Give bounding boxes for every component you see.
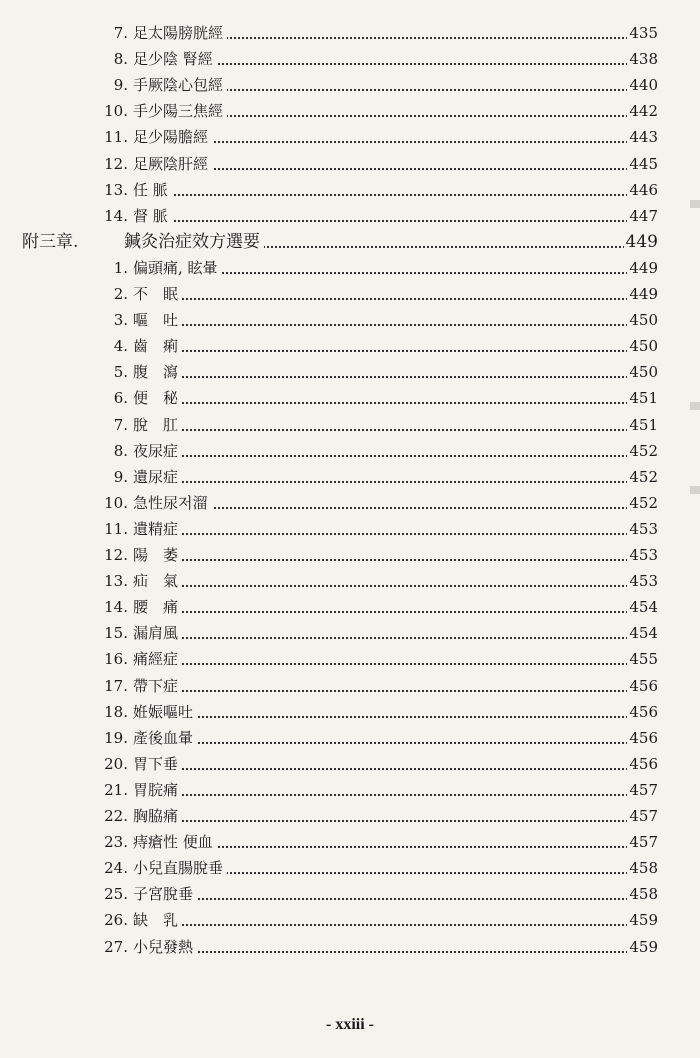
toc-entry-page: 454 — [627, 620, 658, 646]
toc-entry-title: 疝 氣 — [133, 568, 182, 594]
toc-entry-number: 23. — [104, 833, 128, 851]
toc-entry-page: 452 — [627, 490, 658, 516]
dot-leader — [133, 742, 628, 744]
toc-entry-row — [0, 542, 700, 568]
toc-entry-number: 22. — [104, 807, 128, 825]
bleed-through-mark — [690, 486, 700, 494]
toc-entry-title: 產後血暈 — [133, 725, 197, 751]
toc-entry-row — [0, 307, 700, 333]
toc-entry-row — [0, 803, 700, 829]
toc-entry-number: 24. — [104, 859, 128, 877]
toc-entry-row — [0, 255, 700, 281]
toc-entry-row — [0, 98, 700, 124]
toc-entry-title: 偏頭痛, 眩暈 — [133, 255, 222, 281]
toc-entry-row — [0, 673, 700, 699]
toc-entry-row — [0, 281, 700, 307]
toc-entry-row — [0, 412, 700, 438]
toc-entry-number: 10. — [104, 494, 128, 512]
toc-entry-number: 11. — [104, 520, 128, 538]
toc-entry-row — [0, 751, 700, 777]
toc-entry-page: 451 — [627, 385, 658, 411]
toc-entry-page: 449 — [627, 281, 658, 307]
dot-leader — [133, 376, 628, 378]
toc-entry-page: 442 — [627, 98, 658, 124]
toc-entry-page: 449 — [624, 229, 658, 255]
toc-entry-page: 457 — [627, 829, 658, 855]
toc-entry-row — [0, 46, 700, 72]
toc-entry-title: 姙娠嘔吐 — [133, 699, 197, 725]
toc-entry-number: 5. — [113, 363, 128, 381]
dot-leader — [133, 481, 628, 483]
toc-entry-title: 脫 肛 — [133, 412, 182, 438]
toc-entry-page: 443 — [627, 124, 658, 150]
toc-entry-page: 438 — [627, 46, 658, 72]
toc-entry-row — [0, 490, 700, 516]
toc-entry-row — [0, 359, 700, 385]
toc-entry-number: 19. — [104, 729, 128, 747]
toc-entry-page: 453 — [627, 568, 658, 594]
toc-entry-title: 手少陽三焦經 — [133, 98, 227, 124]
toc-entry-number: 18. — [104, 703, 128, 721]
toc-entry-page: 456 — [627, 699, 658, 725]
toc-entry-page: 450 — [627, 359, 658, 385]
toc-entry-row — [0, 464, 700, 490]
toc-entry-title: 子宮脫垂 — [133, 881, 197, 907]
toc-entry-number: 12. — [104, 155, 128, 173]
dot-leader — [133, 298, 628, 300]
toc-entry-number: 3. — [113, 311, 128, 329]
toc-entry-number: 20. — [104, 755, 128, 773]
toc-entry-page: 456 — [627, 751, 658, 777]
toc-entry-number: 7. — [113, 416, 128, 434]
toc-entry-row — [0, 151, 700, 177]
toc-entry-page: 458 — [627, 855, 658, 881]
bleed-through-mark — [690, 200, 700, 208]
dot-leader — [133, 533, 628, 535]
toc-entry-page: 453 — [627, 542, 658, 568]
toc-entry-page: 450 — [627, 307, 658, 333]
toc-entry-title: 足太陽膀胱經 — [133, 20, 227, 46]
toc-entry-title: 督 脈 — [133, 203, 172, 229]
toc-entry-page: 452 — [627, 464, 658, 490]
toc-entry-title: 任 脈 — [133, 177, 172, 203]
toc-entry-title: 便 秘 — [133, 385, 182, 411]
toc-entry-title: 不 眠 — [133, 281, 182, 307]
toc-entry-title: 齒 痢 — [133, 333, 182, 359]
toc-entry-row — [0, 855, 700, 881]
toc-entry-page: 445 — [627, 151, 658, 177]
toc-entry-title: 足厥陰肝經 — [133, 151, 212, 177]
toc-entry-title: 腹 瀉 — [133, 359, 182, 385]
toc-entry-row — [0, 646, 700, 672]
dot-leader — [133, 455, 628, 457]
toc-entry-row — [0, 934, 700, 960]
toc-entry-page: 446 — [627, 177, 658, 203]
dot-leader — [133, 794, 628, 796]
toc-entry-page: 454 — [627, 594, 658, 620]
toc-entry-row — [0, 20, 700, 46]
dot-leader — [133, 324, 628, 326]
toc-entry-page: 450 — [627, 333, 658, 359]
toc-entry-number: 15. — [104, 624, 128, 642]
toc-entry-number: 9. — [113, 468, 128, 486]
dot-leader — [133, 350, 628, 352]
toc-entry-number: 14. — [104, 598, 128, 616]
toc-entry-number: 13. — [104, 181, 128, 199]
toc-entry-title: 小兒發熱 — [133, 934, 197, 960]
toc-entry-number: 11. — [104, 128, 128, 146]
toc-entry-title: 漏肩風 — [133, 620, 182, 646]
toc-entry-title: 遺尿症 — [133, 464, 182, 490]
toc-entry-title: 足少陰 腎經 — [133, 46, 217, 72]
toc-entry-row — [0, 72, 700, 98]
toc-entry-number: 14. — [104, 207, 128, 225]
toc-entry-row — [0, 568, 700, 594]
dot-leader — [133, 429, 628, 431]
toc-entry-row — [0, 907, 700, 933]
toc-entry-title: 痛經症 — [133, 646, 182, 672]
toc-entry-title: 胸脇痛 — [133, 803, 182, 829]
toc-entry-title: 嘔 吐 — [133, 307, 182, 333]
toc-entry-page: 457 — [627, 803, 658, 829]
toc-entry-title: 陽 萎 — [133, 542, 182, 568]
toc-entry-title: 鍼灸治症效方選要 — [124, 229, 264, 255]
toc-entry-row — [0, 385, 700, 411]
dot-leader — [133, 924, 628, 926]
toc-entry-page: 435 — [627, 20, 658, 46]
toc-entry-page: 440 — [627, 72, 658, 98]
toc-entry-title: 遺精症 — [133, 516, 182, 542]
toc-entry-title: 帶下症 — [133, 673, 182, 699]
toc-chapter-row — [0, 229, 700, 255]
toc-entry-number: 12. — [104, 546, 128, 564]
toc-entry-row — [0, 333, 700, 359]
page-number-footer: - xxiii - — [326, 1016, 374, 1033]
toc-entry-page: 453 — [627, 516, 658, 542]
toc-entry-number: 6. — [113, 389, 128, 407]
dot-leader — [133, 220, 628, 222]
toc-entry-page: 451 — [627, 412, 658, 438]
toc-entry-number: 9. — [113, 76, 128, 94]
toc-entry-page: 455 — [627, 646, 658, 672]
toc-entry-row — [0, 203, 700, 229]
toc-entry-row — [0, 516, 700, 542]
toc-entry-title: 足少陽膽經 — [133, 124, 212, 150]
toc-entry-row — [0, 177, 700, 203]
toc-entry-title: 夜尿症 — [133, 438, 182, 464]
toc-entry-title: 手厥陰心包經 — [133, 72, 227, 98]
toc-entry-row — [0, 438, 700, 464]
toc-entry-number: 8. — [113, 442, 128, 460]
bleed-through-mark — [690, 402, 700, 410]
toc-entry-row — [0, 620, 700, 646]
toc-entry-number: 21. — [104, 781, 128, 799]
toc-entry-number: 7. — [113, 24, 128, 42]
toc-entry-row — [0, 881, 700, 907]
toc-entry-page: 456 — [627, 725, 658, 751]
toc-entry-row — [0, 699, 700, 725]
dot-leader — [133, 611, 628, 613]
toc-entry-row — [0, 124, 700, 150]
toc-entry-number: 16. — [104, 650, 128, 668]
dot-leader — [133, 637, 628, 639]
toc-entry-title: 急性尿저溜 — [133, 490, 212, 516]
dot-leader — [133, 716, 628, 718]
toc-entry-page: 449 — [627, 255, 658, 281]
toc-entry-title: 胃下垂 — [133, 751, 182, 777]
dot-leader — [133, 663, 628, 665]
dot-leader — [133, 690, 628, 692]
toc-entry-page: 452 — [627, 438, 658, 464]
toc-entry-page: 459 — [627, 907, 658, 933]
toc-entry-number: 2. — [113, 285, 128, 303]
toc-entry-number: 10. — [104, 102, 128, 120]
toc-entry-number: 17. — [104, 677, 128, 695]
dot-leader — [133, 820, 628, 822]
toc-entry-row — [0, 725, 700, 751]
dot-leader — [133, 402, 628, 404]
toc-entry-title: 痔瘡性 便血 — [133, 829, 217, 855]
dot-leader — [133, 585, 628, 587]
toc-entry-number: 4. — [113, 337, 128, 355]
toc-entry-title: 缺 乳 — [133, 907, 182, 933]
toc-entry-title: 腰 痛 — [133, 594, 182, 620]
toc-entry-title: 小兒直腸脫垂 — [133, 855, 227, 881]
toc-entry-number: 13. — [104, 572, 128, 590]
dot-leader — [133, 768, 628, 770]
dot-leader — [133, 559, 628, 561]
toc-entry-number: 26. — [104, 911, 128, 929]
toc-entry-page: 458 — [627, 881, 658, 907]
dot-leader — [133, 194, 628, 196]
toc-entry-number: 1. — [113, 259, 128, 277]
dot-leader — [133, 951, 628, 953]
toc-entry-number: 27. — [104, 938, 128, 956]
toc-entry-number: 8. — [113, 50, 128, 68]
toc-entry-title: 胃脘痛 — [133, 777, 182, 803]
toc-entry-row — [0, 829, 700, 855]
dot-leader — [133, 898, 628, 900]
toc-entry-number: 附三章. — [22, 232, 79, 252]
toc-entry-row — [0, 777, 700, 803]
toc-entry-page: 459 — [627, 934, 658, 960]
toc-entry-page: 447 — [627, 203, 658, 229]
toc-entry-number: 25. — [104, 885, 128, 903]
toc-entry-page: 457 — [627, 777, 658, 803]
toc-entry-page: 456 — [627, 673, 658, 699]
toc-entry-row — [0, 594, 700, 620]
